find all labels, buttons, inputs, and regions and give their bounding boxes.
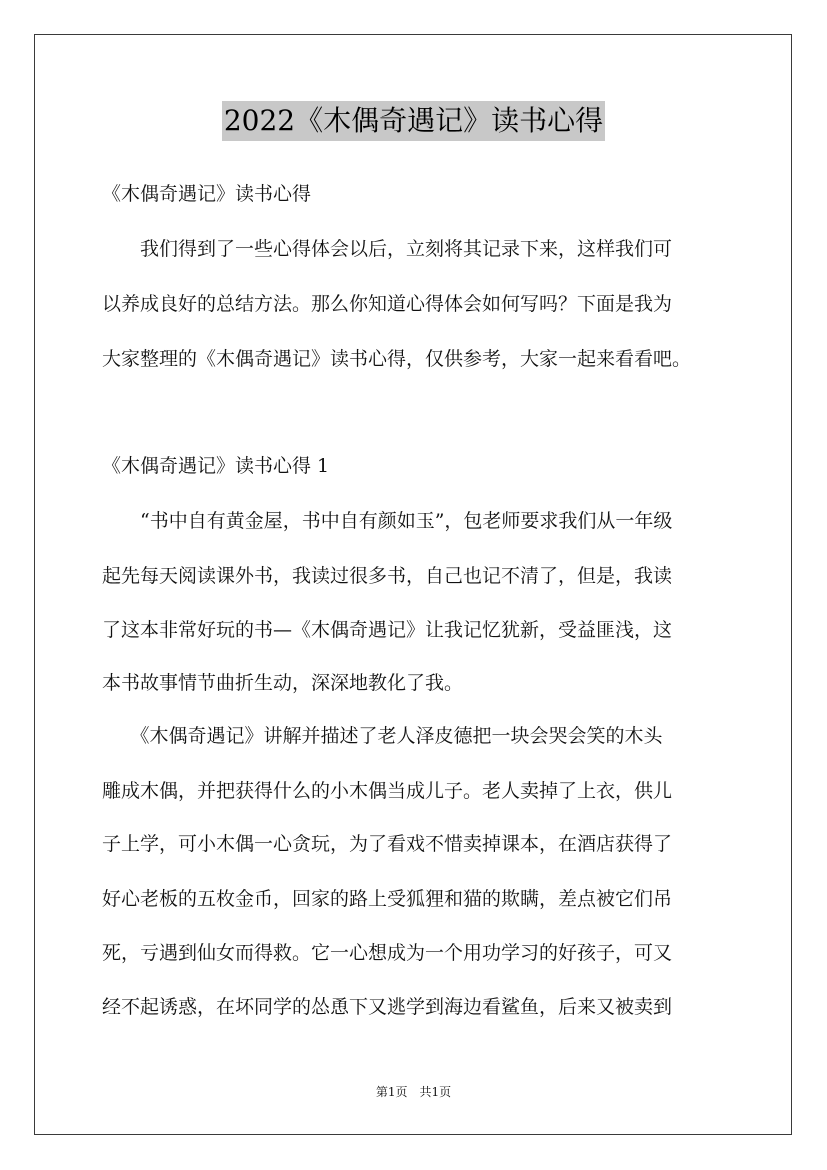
page-number-footer: 第1页 共1页 bbox=[375, 1085, 452, 1099]
paragraph-line: 了这本非常好玩的书—《木偶奇遇记》让我记忆犹新，受益匪浅，这 bbox=[102, 619, 673, 641]
paragraph-line: “书中自有黄金屋，书中自有颜如玉”，包老师要求我们从一年级 bbox=[102, 510, 673, 532]
paragraph-line: 本书故事情节曲折生动，深深地教化了我。 bbox=[102, 672, 464, 694]
paragraph-line: 以养成良好的总结方法。那么你知道心得体会如何写吗？下面是我为 bbox=[102, 293, 673, 315]
paragraph-line: 我们得到了一些心得体会以后，立刻将其记录下来，这样我们可 bbox=[102, 238, 673, 260]
paragraph-line: 大家整理的《木偶奇遇记》读书心得，仅供参考，大家一起来看看吧。 bbox=[102, 348, 692, 370]
paragraph-line: 《木偶奇遇记》讲解并描述了老人泽皮德把一块会哭会笑的木头 bbox=[102, 725, 663, 747]
paragraph-line: 雕成木偶，并把获得什么的小木偶当成儿子。老人卖掉了上衣，供儿 bbox=[102, 780, 673, 802]
title-container bbox=[0, 101, 827, 141]
paragraph-line: 死，亏遇到仙女而得救。它一心想成为一个用功学习的好孩子，可又 bbox=[102, 942, 673, 964]
section-heading-1: 《木偶奇遇记》读书心得 1 bbox=[102, 455, 330, 477]
paragraph-line: 好心老板的五枚金币，回家的路上受狐狸和猫的欺瞒，差点被它们吊 bbox=[102, 888, 673, 910]
paragraph-line: 经不起诱惑，在坏同学的怂恿下又逃学到海边看鲨鱼，后来又被卖到 bbox=[102, 996, 673, 1018]
section-heading-intro: 《木偶奇遇记》读书心得 bbox=[102, 183, 312, 205]
paragraph-line: 起先每天阅读课外书，我读过很多书，自己也记不清了，但是，我读 bbox=[102, 565, 673, 587]
paragraph-line: 子上学，可小木偶一心贪玩，为了看戏不惜卖掉课本，在酒店获得了 bbox=[102, 833, 673, 855]
document-title: 2022《木偶奇遇记》读书心得 bbox=[222, 101, 605, 141]
